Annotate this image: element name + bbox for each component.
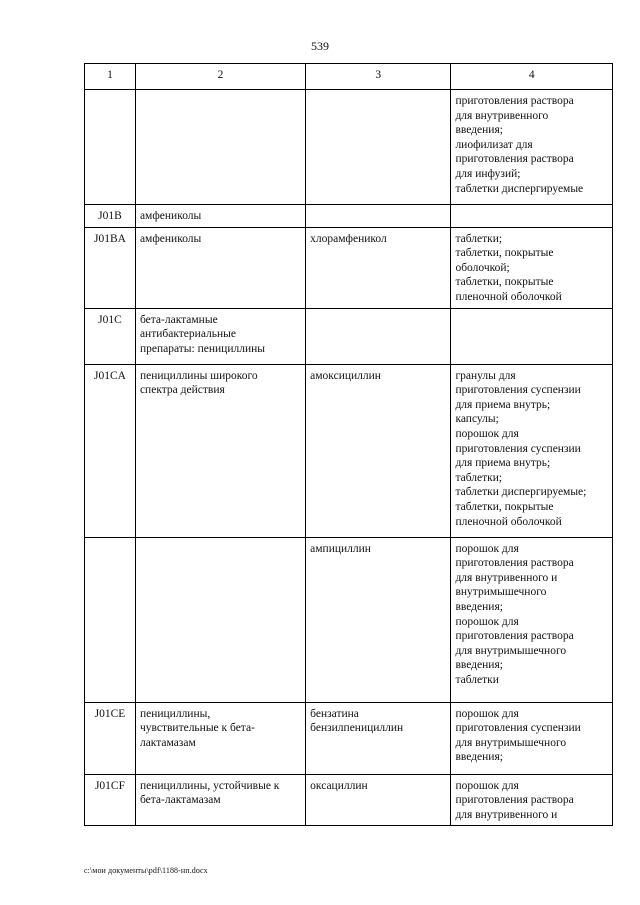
forms-line: таблетки; — [455, 232, 503, 245]
substance-line: хлорамфеникол — [310, 232, 387, 245]
forms-line: капсулы; — [455, 413, 499, 426]
atc-code-cell: J01CE — [85, 702, 136, 774]
dosage-forms-cell — [451, 205, 613, 228]
forms-line: для внутримышечного — [455, 736, 567, 749]
dosage-forms-cell — [451, 537, 613, 702]
forms-line: порошок для — [455, 427, 519, 440]
atc-code-cell: J01CA — [85, 364, 136, 537]
forms-line: порошок для — [455, 779, 519, 792]
group-line: пенициллины, — [139, 707, 211, 720]
forms-line: для инфузий; — [455, 167, 521, 180]
forms-line: приготовления суспензии — [455, 722, 581, 735]
dosage-forms-cell — [451, 90, 613, 205]
group-name-cell — [135, 308, 305, 364]
group-name-cell — [135, 537, 305, 702]
substance-line: амоксициллин — [310, 369, 381, 382]
forms-line: для приема внутрь; — [455, 398, 551, 411]
forms-line: внутримышечного — [455, 586, 547, 599]
group-name-cell — [135, 227, 305, 308]
table-header-row — [85, 64, 613, 90]
group-name-cell — [135, 364, 305, 537]
dosage-forms-cell — [451, 364, 613, 537]
substance-cell — [306, 227, 451, 308]
group-line: амфениколы — [139, 210, 202, 222]
table-row — [85, 90, 613, 205]
atc-code-cell: J01B — [85, 205, 136, 228]
group-line: пенициллины широкого — [139, 369, 258, 382]
group-name-cell — [135, 702, 305, 774]
forms-line: приготовления суспензии — [455, 384, 581, 397]
group-line: пенициллины, устойчивые к — [139, 779, 280, 792]
forms-line: порошок для — [455, 707, 519, 720]
substance-cell — [306, 364, 451, 537]
table-row — [85, 702, 613, 774]
group-name-cell — [135, 90, 305, 205]
atc-code-cell: J01BA — [85, 227, 136, 308]
header-cell-1: 1 — [85, 64, 136, 90]
forms-line: порошок для — [455, 542, 519, 555]
page-number: 539 — [311, 39, 329, 53]
forms-line: лиофилизат для — [455, 138, 533, 151]
forms-line: пленочной оболочкой — [455, 290, 562, 303]
forms-line: для внутримышечного — [455, 644, 567, 657]
atc-code-cell — [85, 537, 136, 702]
group-line: лактамазам — [139, 736, 196, 749]
forms-line: приготовления суспензии — [455, 442, 581, 455]
forms-line: приготовления раствора — [455, 557, 574, 570]
table-row — [85, 364, 613, 537]
forms-line: для приема внутрь; — [455, 457, 551, 470]
substance-line: бензатина — [310, 707, 359, 720]
forms-line: для внутривенного и — [455, 808, 558, 821]
forms-line: таблетки; — [455, 471, 503, 484]
dosage-forms-cell — [451, 227, 613, 308]
substance-cell — [306, 90, 451, 205]
substance-cell — [306, 537, 451, 702]
header-cell-3: 3 — [306, 64, 451, 90]
atc-code-cell: J01C — [85, 308, 136, 364]
table-row — [85, 308, 613, 364]
forms-line: таблетки, покрытые — [455, 500, 554, 513]
forms-line: порошок для — [455, 615, 519, 628]
forms-line: оболочкой; — [455, 261, 510, 274]
group-line: препараты: пенициллины — [139, 342, 265, 355]
substance-cell — [306, 774, 451, 826]
group-line: антибактериальные — [139, 328, 236, 341]
forms-line: таблетки диспергируемые; — [455, 486, 587, 499]
forms-line: пленочной оболочкой — [455, 515, 562, 528]
substance-line: ампициллин — [310, 542, 371, 555]
dosage-forms-cell — [451, 308, 613, 364]
header-cell-4: 4 — [451, 64, 613, 90]
dosage-forms-cell — [451, 702, 613, 774]
drug-table — [84, 63, 613, 826]
group-line: чувствительные к бета- — [139, 722, 255, 735]
forms-line: таблетки, покрытые — [455, 276, 554, 289]
header-cell-2: 2 — [135, 64, 305, 90]
forms-line: введения; — [455, 751, 503, 764]
forms-line: для внутривенного — [455, 109, 549, 122]
forms-line: приготовления раствора — [455, 630, 574, 643]
forms-line: для внутривенного и — [455, 571, 558, 584]
substance-line: бензилпенициллин — [310, 722, 404, 735]
group-name-cell — [135, 774, 305, 826]
group-line: бета-лактамазам — [139, 794, 221, 807]
forms-line: приготовления раствора — [455, 95, 574, 107]
dosage-forms-cell — [451, 774, 613, 826]
atc-code-cell: J01CF — [85, 774, 136, 826]
forms-line: приготовления раствора — [455, 153, 574, 166]
atc-code-cell — [85, 90, 136, 205]
table-row — [85, 227, 613, 308]
substance-cell — [306, 308, 451, 364]
group-line: спектра действия — [139, 384, 225, 397]
table-row — [85, 537, 613, 702]
forms-line: таблетки — [455, 673, 499, 686]
group-line: амфениколы — [139, 232, 202, 245]
forms-line: введения; — [455, 124, 503, 137]
group-line: бета-лактамные — [139, 313, 218, 326]
table-row — [85, 774, 613, 826]
forms-line: введения; — [455, 659, 503, 672]
table-row — [85, 205, 613, 228]
forms-line: таблетки, покрытые — [455, 247, 554, 260]
group-name-cell — [135, 205, 305, 228]
substance-line: оксациллин — [310, 779, 368, 792]
forms-line: гранулы для — [455, 369, 516, 382]
substance-cell — [306, 702, 451, 774]
file-path-footer: c:\мои документы\pdf\1188-нп.docx — [84, 866, 208, 875]
substance-cell — [306, 205, 451, 228]
forms-line: введения; — [455, 600, 503, 613]
forms-line: приготовления раствора — [455, 794, 574, 807]
forms-line: таблетки диспергируемые — [455, 182, 584, 195]
